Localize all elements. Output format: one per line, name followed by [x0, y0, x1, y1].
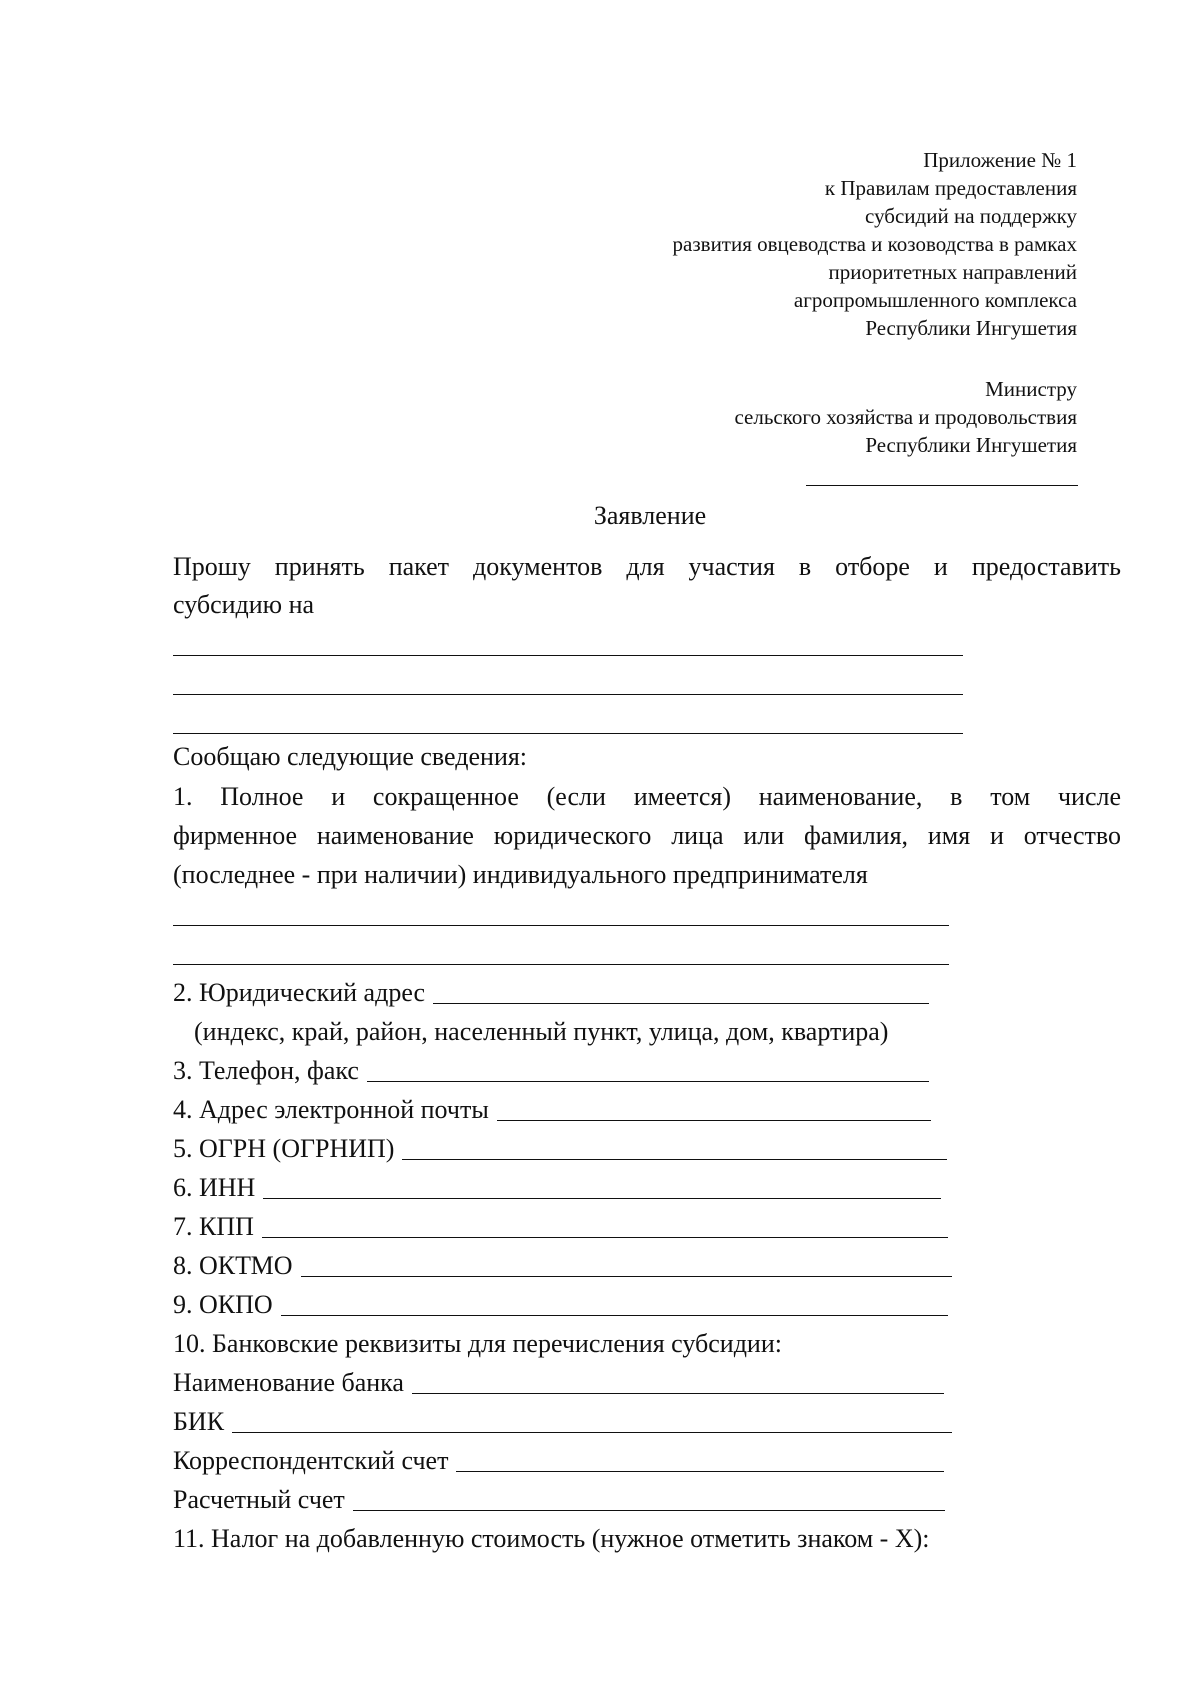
kpp-label: 7. КПП	[173, 1212, 254, 1241]
appendix-line: приоритетных направлений	[828, 260, 1077, 284]
inn-row	[173, 1172, 941, 1204]
bank-name-line[interactable]	[412, 1393, 944, 1394]
bank-name-label: Наименование банка	[173, 1368, 404, 1397]
settlement-account-label: Расчетный счет	[173, 1485, 345, 1514]
appendix-line: Приложение № 1	[923, 148, 1077, 172]
name-entry-line-2[interactable]	[173, 964, 949, 965]
addressee-line: сельского хозяйства и продовольствия	[734, 405, 1077, 429]
bik-row	[173, 1406, 952, 1438]
email-row	[173, 1094, 931, 1126]
legal-address-label: 2. Юридический адрес	[173, 978, 426, 1007]
inn-label: 6. ИНН	[173, 1173, 256, 1202]
subsidy-purpose-line-3[interactable]	[173, 733, 963, 734]
appendix-line: к Правилам предоставления	[824, 176, 1077, 200]
okpo-label: 9. ОКПО	[173, 1290, 273, 1319]
bik-label: БИК	[173, 1407, 225, 1436]
inn-line[interactable]	[263, 1198, 941, 1199]
ogrn-row	[173, 1133, 947, 1165]
corr-account-row	[173, 1445, 944, 1477]
legal-address-line[interactable]	[433, 1003, 929, 1004]
legal-address-row	[173, 977, 929, 1009]
bik-line[interactable]	[232, 1432, 952, 1433]
ogrn-line[interactable]	[402, 1159, 947, 1160]
addressee-line: Министру	[985, 377, 1077, 401]
ogrn-label: 5. ОГРН (ОГРНИП)	[173, 1134, 395, 1163]
intro-text: Сообщаю следующие сведения:	[173, 742, 528, 771]
oktmo-row	[173, 1250, 952, 1282]
phone-fax-line[interactable]	[367, 1081, 929, 1082]
phone-fax-row	[173, 1055, 929, 1087]
kpp-line[interactable]	[262, 1237, 948, 1238]
kpp-row	[173, 1211, 948, 1243]
bank-heading: 10. Банковские реквизиты для перечисления субсидии:	[173, 1329, 782, 1358]
appendix-line: субсидий на поддержку	[865, 204, 1077, 228]
email-label: 4. Адрес электронной почты	[173, 1095, 489, 1124]
okpo-row	[173, 1289, 948, 1321]
addressee-line: Республики Ингушетия	[865, 433, 1077, 457]
item1-line-3: (последнее - при наличии) индивидуального предпринимателя	[173, 860, 868, 889]
subsidy-purpose-line-1[interactable]	[173, 655, 963, 656]
oktmo-line[interactable]	[301, 1276, 952, 1277]
item1-line-1: 1. Полное и сокращенное (если имеется) наименование, в том числе	[173, 782, 1121, 811]
request-line-1: Прошу принять пакет документов для участия в отборе и предоставить	[173, 552, 1121, 581]
subsidy-purpose-line-2[interactable]	[173, 694, 963, 695]
vat-heading: 11. Налог на добавленную стоимость (нужное отметить знаком - Х):	[173, 1524, 930, 1553]
name-entry-line-1[interactable]	[173, 925, 949, 926]
oktmo-label: 8. ОКТМО	[173, 1251, 293, 1280]
corr-account-line[interactable]	[456, 1471, 944, 1472]
okpo-line[interactable]	[281, 1315, 948, 1316]
settlement-account-row	[173, 1484, 945, 1516]
email-line[interactable]	[497, 1120, 931, 1121]
corr-account-label: Корреспондентский счет	[173, 1446, 449, 1475]
settlement-account-line[interactable]	[353, 1510, 945, 1511]
item1-line-2: фирменное наименование юридического лица или фамилия, имя и отчество	[173, 821, 1121, 850]
bank-name-row	[173, 1367, 944, 1399]
document-title: Заявление	[593, 501, 707, 530]
phone-fax-label: 3. Телефон, факс	[173, 1056, 359, 1085]
appendix-line: агропромышленного комплекса	[793, 288, 1077, 312]
request-line-2: субсидию на	[173, 590, 315, 619]
addressee-name-line[interactable]	[806, 485, 1078, 486]
appendix-line: Республики Ингушетия	[865, 316, 1077, 340]
legal-address-hint: (индекс, край, район, населенный пункт, улица, дом, квартира)	[194, 1017, 889, 1046]
appendix-line: развития овцеводства и козоводства в рамках	[672, 232, 1077, 256]
